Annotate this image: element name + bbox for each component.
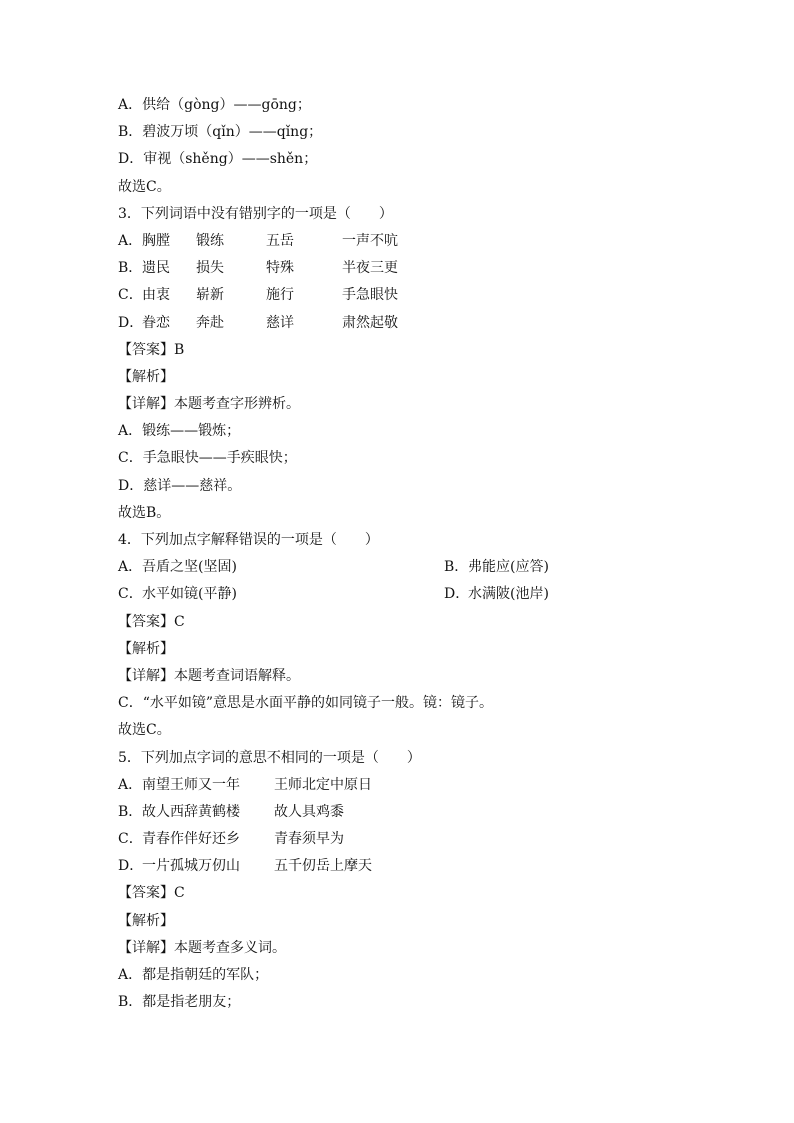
text-line: B．都是指老朋友； xyxy=(118,994,241,1011)
option-label: D． xyxy=(118,858,144,875)
option-word: 一声不吭 xyxy=(342,232,398,249)
option-text: 吾盾之坚(坚固) xyxy=(142,559,237,576)
option-word: 奔赴 xyxy=(196,314,224,331)
option-row xyxy=(118,853,678,880)
text-line: D．慈详——慈祥。 xyxy=(118,477,242,494)
analysis-heading: 【解析】 xyxy=(118,912,174,929)
option-word: 锻练 xyxy=(196,232,224,249)
option-word: 损失 xyxy=(196,260,224,277)
option-phrase: 一片孤城万仞山 xyxy=(142,858,240,875)
option-text: 水满陂(池岸) xyxy=(468,586,549,603)
option-cell xyxy=(118,581,444,608)
option-word: 胸膛 xyxy=(142,232,170,249)
option-phrase: 青春须早为 xyxy=(274,831,344,848)
detail-line: 【详解】本题考查字形辨析。 xyxy=(118,396,300,413)
option-word: 遗民 xyxy=(142,260,170,277)
option-phrase: 故人具鸡黍 xyxy=(274,803,344,820)
option-label: B． xyxy=(118,803,143,820)
option-label: B． xyxy=(444,559,469,576)
text-line: C．“水平如镜”意思是水面平静的如同镜子一般。镜：镜子。 xyxy=(118,695,494,712)
text-line: C．手急眼快——手疾眼快； xyxy=(118,450,297,467)
option-cell xyxy=(444,554,678,581)
option-word: 眷恋 xyxy=(142,314,170,331)
text-line: B．碧波万顷（qǐn）——qǐng； xyxy=(118,124,323,141)
option-word: 施行 xyxy=(266,287,294,304)
answer-line: 【答案】C xyxy=(118,885,185,902)
answer-line: 【答案】C xyxy=(118,613,185,630)
question-stem: 5．下列加点字词的意思不相同的一项是（ ） xyxy=(118,749,421,766)
text-line: 故选B。 xyxy=(118,504,171,521)
option-label: A． xyxy=(118,232,143,249)
option-word: 特殊 xyxy=(266,260,294,277)
option-label: D． xyxy=(118,314,144,331)
option-phrase: 王师北定中原日 xyxy=(274,776,372,793)
detail-line: 【详解】本题考查多义词。 xyxy=(118,939,286,956)
option-word: 崭新 xyxy=(196,287,224,304)
text-line: 故选C。 xyxy=(118,722,171,739)
option-row xyxy=(118,554,678,581)
option-word: 由衷 xyxy=(142,287,170,304)
option-row xyxy=(118,799,678,826)
option-label: D． xyxy=(444,586,470,603)
option-label: C． xyxy=(118,831,143,848)
analysis-heading: 【解析】 xyxy=(118,368,174,385)
option-word: 肃然起敬 xyxy=(342,314,398,331)
text-line: A．都是指朝廷的军队； xyxy=(118,967,269,983)
option-label: C． xyxy=(118,586,143,603)
option-text: 水平如镜(平静) xyxy=(142,586,237,603)
document-page xyxy=(118,92,678,1016)
option-phrase: 青春作伴好还乡 xyxy=(142,831,240,848)
option-cell xyxy=(444,581,678,608)
option-row xyxy=(118,228,678,255)
option-row xyxy=(118,310,678,337)
analysis-heading: 【解析】 xyxy=(118,640,174,657)
option-text: 弗能应(应答) xyxy=(468,559,549,576)
option-phrase: 故人西辞黄鹤楼 xyxy=(142,803,240,820)
question-stem: 4．下列加点字解释错误的一项是（ ） xyxy=(118,532,379,548)
option-phrase: 五千仞岳上摩天 xyxy=(274,858,372,875)
text-line: A．供给（gòng）——gōng； xyxy=(118,97,311,113)
text-line: 故选C。 xyxy=(118,178,171,195)
option-row xyxy=(118,282,678,309)
option-word: 半夜三更 xyxy=(342,260,398,277)
option-label: A． xyxy=(118,559,143,576)
text-line: D．审视（shěng）——shěn； xyxy=(118,151,318,168)
text-line: A．锻练——锻炼； xyxy=(118,423,241,440)
option-row xyxy=(118,772,678,799)
option-word: 五岳 xyxy=(266,232,294,249)
option-word: 手急眼快 xyxy=(342,287,398,304)
option-phrase: 南望王师又一年 xyxy=(142,776,240,793)
option-word: 慈详 xyxy=(266,314,294,331)
question-stem: 3．下列词语中没有错别字的一项是（ ） xyxy=(118,205,393,222)
option-label: C． xyxy=(118,287,143,304)
option-row xyxy=(118,826,678,853)
option-cell xyxy=(118,554,444,581)
detail-line: 【详解】本题考查词语解释。 xyxy=(118,667,300,684)
option-row xyxy=(118,255,678,282)
option-label: A． xyxy=(118,776,143,793)
option-label: B． xyxy=(118,260,143,277)
answer-line: 【答案】B xyxy=(118,341,185,358)
option-row xyxy=(118,581,678,608)
